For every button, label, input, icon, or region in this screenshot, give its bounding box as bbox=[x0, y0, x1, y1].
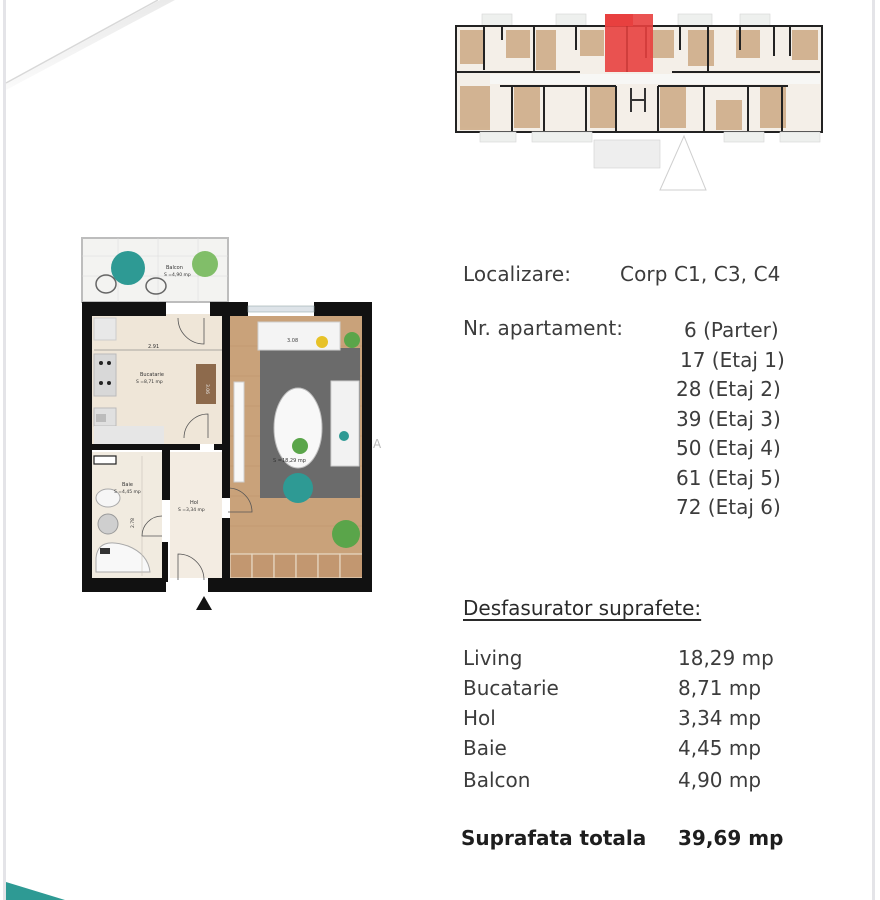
surface-value: 3,34 mp bbox=[678, 706, 762, 730]
building-key-plan bbox=[440, 0, 840, 200]
svg-text:Balcon: Balcon bbox=[166, 265, 183, 271]
surface-name: Baie bbox=[463, 736, 507, 760]
apartment-number: 61 (Etaj 5) bbox=[676, 465, 781, 490]
surface-value: 18,29 mp bbox=[678, 646, 774, 670]
surface-row bbox=[463, 706, 823, 736]
surface-name: Hol bbox=[463, 706, 496, 730]
svg-text:2.91: 2.91 bbox=[148, 344, 160, 350]
surface-name: Balcon bbox=[463, 768, 531, 792]
surface-row bbox=[463, 736, 823, 766]
svg-text:Bucatarie: Bucatarie bbox=[140, 372, 164, 378]
surfaces-title: Desfasurator suprafete: bbox=[463, 596, 702, 620]
balcony-table-icon bbox=[111, 251, 145, 285]
svg-text:S =4,90 mp: S =4,90 mp bbox=[164, 273, 191, 278]
decorative-diagonal-top bbox=[0, 0, 220, 100]
svg-text:S =8,71 mp: S =8,71 mp bbox=[136, 380, 163, 385]
svg-text:S =4,45 mp: S =4,45 mp bbox=[114, 490, 141, 495]
svg-text:3.08: 3.08 bbox=[287, 338, 299, 344]
surface-value: 4,90 mp bbox=[678, 768, 762, 792]
surfaces-table bbox=[463, 646, 823, 798]
surface-row bbox=[463, 646, 823, 676]
apartment-number: 28 (Etaj 2) bbox=[676, 377, 781, 401]
total-surface-value: 39,69 mp bbox=[678, 826, 784, 850]
surface-row bbox=[463, 768, 823, 798]
decorative-teal-wedge bbox=[0, 870, 200, 900]
svg-text:A: A bbox=[373, 437, 382, 451]
localizare-value: Corp C1, C3, C4 bbox=[620, 262, 781, 286]
svg-text:Hol: Hol bbox=[190, 500, 199, 506]
total-surface-label: Suprafata totala bbox=[461, 826, 647, 850]
apartment-number: 50 (Etaj 4) bbox=[676, 436, 781, 460]
apartment-number: 72 (Etaj 6) bbox=[676, 495, 781, 519]
surface-value: 8,71 mp bbox=[678, 676, 762, 700]
svg-text:3.06: 3.06 bbox=[204, 384, 209, 395]
apartment-number: 39 (Etaj 3) bbox=[676, 406, 781, 431]
surface-row bbox=[463, 676, 823, 706]
page-edge-left bbox=[3, 0, 6, 900]
apartment-number: 17 (Etaj 1) bbox=[680, 347, 785, 372]
svg-text:S =18,29 mp: S =18,29 mp bbox=[273, 458, 306, 464]
apartment-floor-plan bbox=[78, 236, 383, 616]
svg-text:2.78: 2.78 bbox=[131, 517, 136, 528]
apartment-number: 6 (Parter) bbox=[684, 318, 779, 342]
svg-text:S =3,34 mp: S =3,34 mp bbox=[178, 508, 205, 513]
entrance-arrow-icon bbox=[196, 596, 212, 610]
localizare-label: Localizare: bbox=[463, 262, 572, 286]
surface-name: Bucatarie bbox=[463, 676, 559, 700]
svg-text:Baie: Baie bbox=[122, 482, 133, 488]
surface-value: 4,45 mp bbox=[678, 736, 762, 760]
nr-apartament-label: Nr. apartament: bbox=[463, 316, 624, 340]
apartment-number-list bbox=[676, 316, 785, 523]
plant-icon bbox=[192, 251, 218, 277]
page-edge-right bbox=[872, 0, 875, 900]
surface-name: Living bbox=[463, 646, 523, 670]
